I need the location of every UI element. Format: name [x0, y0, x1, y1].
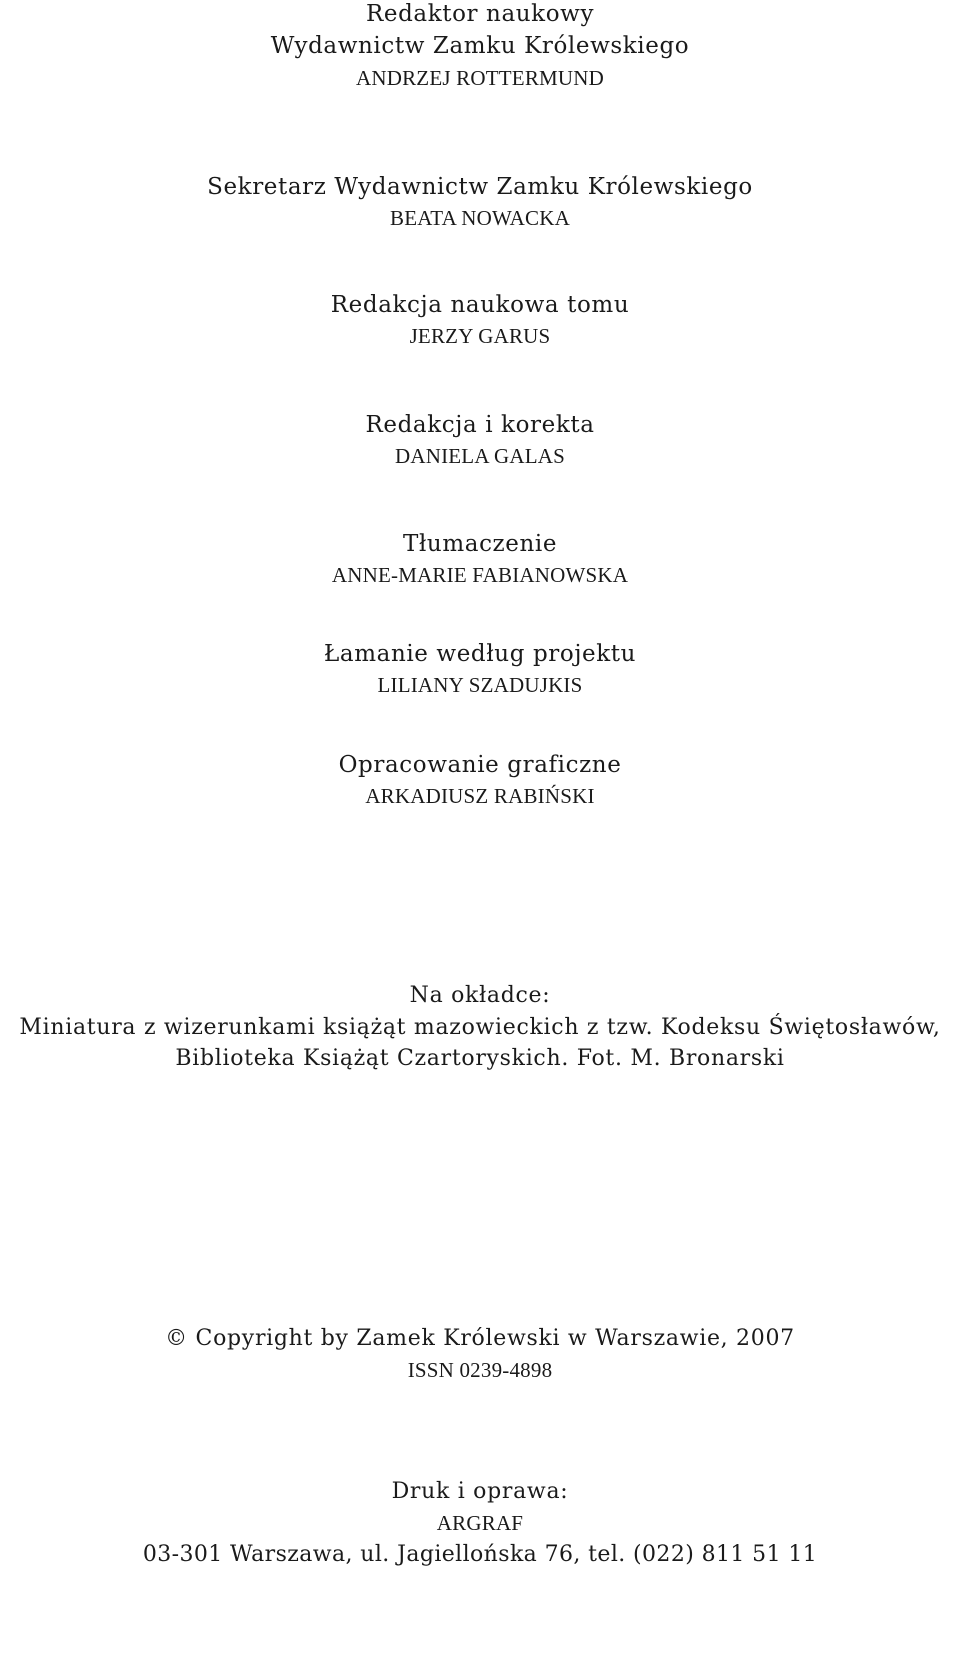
printer-name: ARGRAF	[436, 1511, 524, 1535]
issn: ISSN 0239-4898	[407, 1358, 553, 1382]
credit-name: ARKADIUSZ RABIŃSKI	[365, 784, 595, 808]
credit-role: Tłumaczenie	[402, 531, 558, 557]
credit-role: Redakcja naukowa tomu	[330, 292, 630, 318]
credit-role: Redakcja i korekta	[365, 412, 595, 438]
credit-role: Łamanie według projektu	[323, 641, 637, 667]
credit-name: LILIANY SZADUJKIS	[377, 673, 583, 697]
credit-name: DANIELA GALAS	[394, 444, 565, 468]
printing-heading: Druk i oprawa:	[391, 1479, 569, 1504]
cover-heading: Na okładce:	[409, 983, 551, 1008]
copyright-line: © Copyright by Zamek Królewski w Warszawie, 2007	[165, 1326, 795, 1351]
credit-name: ANDRZEJ ROTTERMUND	[355, 66, 604, 90]
credit-name: ANNE-MARIE FABIANOWSKA	[331, 563, 629, 587]
credit-role: Wydawnictw Zamku Królewskiego	[270, 33, 690, 59]
credit-role: Redaktor naukowy	[365, 1, 595, 27]
credit-name: JERZY GARUS	[409, 324, 551, 348]
cover-source: Biblioteka Książąt Czartoryskich. Fot. M. Bronarski	[175, 1046, 785, 1071]
credit-role: Opracowanie graficzne	[338, 752, 622, 778]
cover-description: Miniatura z wizerunkami książąt mazowieckich z tzw. Kodeksu Świętosławów,	[19, 1015, 941, 1040]
credit-role: Sekretarz Wydawnictw Zamku Królewskiego	[207, 174, 753, 200]
credit-name: BEATA NOWACKA	[389, 206, 570, 230]
printer-address: 03-301 Warszawa, ul. Jagiellońska 76, tel. (022) 811 51 11	[142, 1542, 818, 1567]
